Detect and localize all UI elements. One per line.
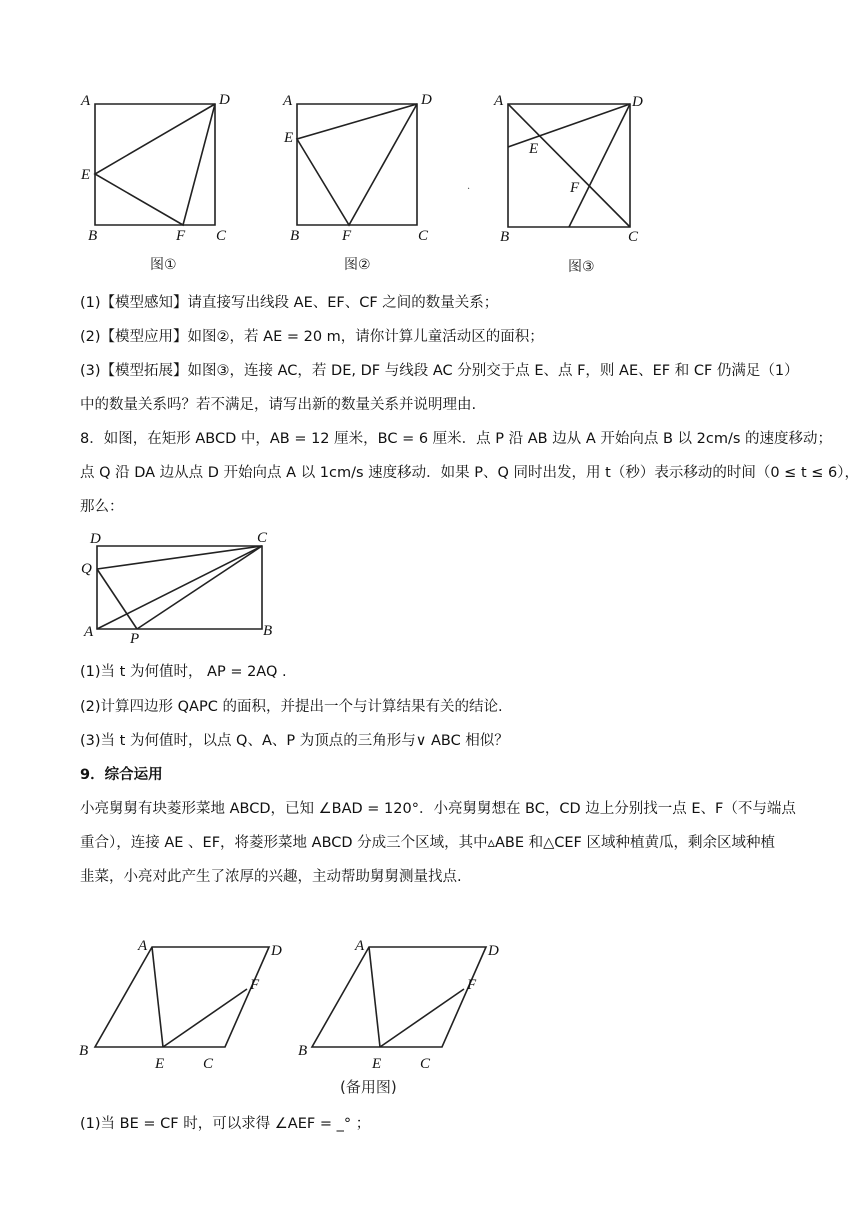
q9-heading: 9．综合运用 [80, 767, 163, 783]
label-q: Q [81, 561, 92, 577]
label-f: F [342, 228, 352, 244]
label-a: A [138, 938, 148, 954]
label-a: A [355, 938, 365, 954]
q8-figure-svg [78, 526, 288, 646]
q7-part-2: (2)【模型应用】如图②，若 AE = 20 m，请你计算儿童活动区的面积； [80, 329, 544, 345]
q9-spare-figure-caption: (备用图) [340, 1078, 397, 1096]
label-c: C [203, 1056, 214, 1072]
q8-intro-line-2: 点 Q 沿 DA 边从点 D 开始向点 A 以 1cm/s 速度移动．如果 P、Q 同时出发，用 t（秒）表示移动的时间（0 ≤ t ≤ 6）， [80, 465, 859, 481]
q8-sub-1: (1)当 t 为何值时， AP = 2AQ . [80, 664, 287, 680]
label-d: D [90, 531, 101, 547]
label-e: E [155, 1056, 165, 1072]
label-d: D [632, 94, 643, 110]
label-f: F [176, 228, 186, 244]
label-f: F [250, 977, 260, 993]
segment-pc [137, 546, 262, 629]
q7-part-1: (1)【模型感知】请直接写出线段 AE、EF、CF 之间的数量关系； [80, 295, 499, 311]
segment-qc [97, 546, 262, 569]
label-b: B [290, 228, 300, 244]
label-p: P [130, 631, 140, 647]
q9-figure-left-svg [78, 930, 298, 1070]
label-d: D [271, 943, 282, 959]
label-f: F [570, 180, 580, 196]
segment-ef [380, 989, 464, 1047]
label-e: E [81, 167, 91, 183]
label-b: B [79, 1043, 89, 1059]
q9-figure-left [78, 930, 298, 1070]
q8-intro-line-3: 那么： [80, 499, 124, 515]
stray-dot: · [467, 184, 471, 195]
segment-ae [152, 947, 163, 1047]
label-b: B [88, 228, 98, 244]
rhombus-abcd [312, 947, 486, 1047]
triangle-edf [95, 104, 215, 225]
label-c: C [628, 229, 639, 245]
figure-1 [80, 92, 240, 252]
q8-sub-2: (2)计算四边形 QAPC 的面积，并提出一个与计算结果有关的结论. [80, 699, 503, 715]
q9-figure-right-svg [296, 930, 516, 1070]
figure-1-svg [80, 92, 240, 252]
triangle-edf [297, 104, 417, 225]
label-d: D [488, 943, 499, 959]
figure-1-caption: 图① [150, 257, 177, 273]
label-e: E [284, 130, 294, 146]
label-d: D [219, 92, 230, 108]
figure-2-caption: 图② [344, 257, 371, 273]
label-b: B [298, 1043, 308, 1059]
segment-ae [369, 947, 380, 1047]
q7-part-3-line-2: 中的数量关系吗？若不满足，请写出新的数量关系并说明理由. [80, 397, 477, 413]
label-a: A [283, 93, 293, 109]
label-b: B [263, 623, 273, 639]
q9-line-1: 小亮舅舅有块菱形菜地 ABCD，已知 ∠BAD = 120°．小亮舅舅想在 BC，CD 边上分别找一点 E、F（不与端点 [80, 801, 796, 817]
label-f: F [467, 977, 477, 993]
segment-qp [97, 569, 137, 629]
label-e: E [372, 1056, 382, 1072]
label-b: B [500, 229, 510, 245]
q8-intro-line-1: 8．如图，在矩形 ABCD 中，AB = 12 厘米，BC = 6 厘米．点 P 沿 AB 边从 A 开始向点 B 以 2cm/s 的速度移动； [80, 431, 832, 447]
q9-line-2: 重合），连接 AE 、EF，将菱形菜地 ABCD 分成三个区域，其中▵ABE 和△CEF 区域种植黄瓜，剩余区域种植 [80, 835, 775, 851]
figure-3 [494, 92, 654, 252]
q9-sub-1: (1)当 BE = CF 时，可以求得 ∠AEF = _° ； [80, 1116, 371, 1132]
label-c: C [257, 530, 268, 546]
label-a: A [81, 93, 91, 109]
q7-part-3-line-1: (3)【模型拓展】如图③，连接 AC，若 DE, DF 与线段 AC 分别交于点 E、点 F，则 AE、EF 和 CF 仍满足（1） [80, 363, 799, 379]
label-d: D [421, 92, 432, 108]
segment-ef [163, 989, 247, 1047]
diagonal-ac [508, 104, 630, 227]
q9-line-3: 韭菜，小亮对此产生了浓厚的兴趣，主动帮助舅舅测量找点. [80, 869, 462, 885]
label-a: A [494, 93, 504, 109]
figure-2-svg [282, 92, 442, 252]
figure-3-svg [494, 92, 654, 252]
q8-figure [78, 526, 288, 646]
q8-sub-3: (3)当 t 为何值时，以点 Q、A、P 为顶点的三角形与∨ ABC 相似？ [80, 733, 509, 749]
figure-2 [282, 92, 442, 252]
label-e: E [529, 141, 539, 157]
label-c: C [420, 1056, 431, 1072]
q9-figure-right [296, 930, 516, 1070]
figure-3-caption: 图③ [568, 259, 595, 275]
square-abcd [95, 104, 215, 225]
label-c: C [418, 228, 429, 244]
label-a: A [84, 624, 94, 640]
segment-ac [97, 546, 262, 629]
label-c: C [216, 228, 227, 244]
rhombus-abcd [95, 947, 269, 1047]
